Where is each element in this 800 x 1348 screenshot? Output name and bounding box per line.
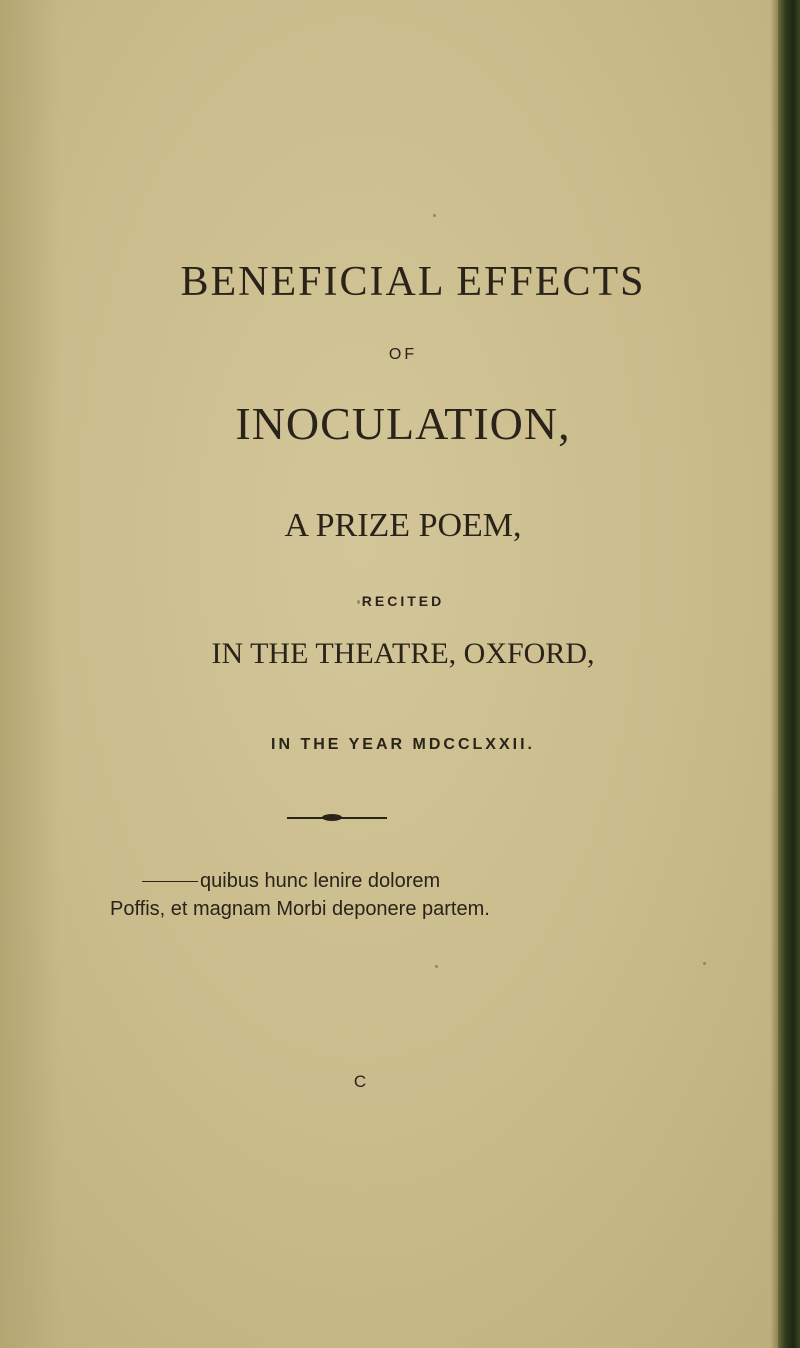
recited-label: RECITED xyxy=(361,593,445,609)
signature-mark: C xyxy=(353,1072,367,1091)
venue-line: IN THE THEATRE, OXFORD, xyxy=(211,637,595,670)
book-binding-edge xyxy=(778,0,800,1348)
main-title: BENEFICIAL EFFECTS xyxy=(180,259,646,305)
title-of: OF xyxy=(388,346,418,363)
title-type: A PRIZE POEM, xyxy=(284,507,522,544)
rule-ornament-icon xyxy=(322,814,342,821)
year-line: IN THE YEAR MDCCLXXII. xyxy=(271,736,535,753)
epigraph-line-2: Poffis, et magnam Morbi deponere partem. xyxy=(110,898,490,920)
page-shadow-left xyxy=(0,0,60,1348)
epigraph-line-1 xyxy=(142,870,440,893)
page-fold-shadow xyxy=(770,0,778,1348)
title-subject: INOCULATION, xyxy=(235,398,571,449)
paper-speck xyxy=(703,962,706,965)
paper-speck xyxy=(433,214,436,217)
epigraph-dash xyxy=(142,881,198,882)
epigraph-line-1-text: quibus hunc lenire dolorem xyxy=(200,870,441,892)
paper-speck xyxy=(435,965,438,968)
